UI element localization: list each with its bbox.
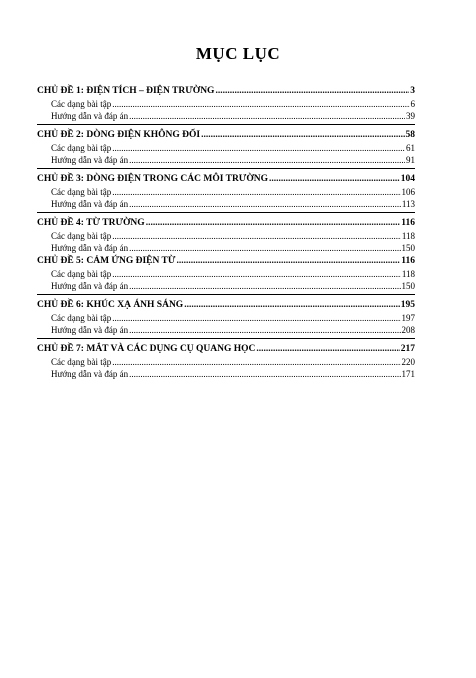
toc-page-number: 118 [401,269,415,279]
divider [37,124,415,125]
dot-leader [176,254,400,268]
dot-leader [184,298,400,312]
dot-leader [201,128,404,142]
dot-leader [112,268,401,280]
dot-leader [129,324,400,336]
toc-page-number: 197 [401,313,415,323]
toc-page-number: 106 [401,187,415,197]
toc-item-label: Hướng dẫn và đáp án [51,325,129,335]
dot-leader [256,342,399,356]
toc-item-label: Hướng dẫn và đáp án [51,199,129,209]
toc-item-solutions[interactable] [37,110,415,122]
dot-leader [129,198,401,210]
toc-chapter-7[interactable] [37,342,415,356]
toc-chapter-title: CHỦ ĐỀ 1: ĐIỆN TÍCH – ĐIỆN TRƯỜNG [37,86,215,96]
toc-item-label: Các dạng bài tập [51,357,112,367]
toc-item-exercises[interactable] [37,186,415,198]
toc-page-number: 118 [401,231,415,241]
divider [37,212,415,213]
toc-item-label: Các dạng bài tập [51,99,112,109]
toc-page-number: 91 [406,155,415,165]
toc-chapter-title: CHỦ ĐỀ 5: CẢM ỨNG ĐIỆN TỪ [37,256,176,266]
toc-item-label: Hướng dẫn và đáp án [51,111,129,121]
toc-item-label: Các dạng bài tập [51,269,112,279]
toc-page-number: 113 [401,199,415,209]
divider [37,294,415,295]
toc-page-number: 208 [401,325,415,335]
toc-chapter-1[interactable] [37,84,415,98]
dot-leader [129,242,400,254]
toc-chapter-title: CHỦ ĐỀ 4: TỪ TRƯỜNG [37,218,145,228]
dot-leader [129,154,405,166]
toc-page-number: 116 [401,218,415,228]
toc-page-number: 116 [401,256,415,266]
toc-item-exercises[interactable] [37,230,415,242]
dot-leader [112,356,400,368]
toc-item-label: Các dạng bài tập [51,313,112,323]
toc-item-exercises[interactable] [37,98,415,110]
toc-page-number: 3 [410,86,415,96]
toc-page-number: 58 [405,130,415,140]
toc-page-number: 171 [401,369,415,379]
toc-item-solutions[interactable] [37,280,415,292]
toc-item-label: Hướng dẫn và đáp án [51,155,129,165]
toc-page-number: 150 [401,281,415,291]
dot-leader [112,230,401,242]
toc-item-label: Hướng dẫn và đáp án [51,281,129,291]
toc-item-label: Hướng dẫn và đáp án [51,369,129,379]
toc-item-exercises[interactable] [37,142,415,154]
toc-page-number: 195 [400,300,415,310]
toc-chapter-6[interactable] [37,298,415,312]
toc-page-number: 39 [406,111,415,121]
toc-chapter-4[interactable] [37,216,415,230]
toc-chapter-3[interactable] [37,172,415,186]
toc-item-label: Các dạng bài tập [51,143,112,153]
toc-item-exercises[interactable] [37,268,415,280]
dot-leader [112,312,400,324]
dot-leader [269,172,400,186]
toc-item-label: Các dạng bài tập [51,187,112,197]
page-title: MỤC LỤC [195,44,281,63]
dot-leader [112,98,409,110]
dot-leader [129,280,400,292]
dot-leader [129,110,405,122]
toc-page-number: 61 [406,143,415,153]
toc-chapter-title: CHỦ ĐỀ 6: KHÚC XẠ ÁNH SÁNG [37,300,184,310]
toc-chapter-title: CHỦ ĐỀ 2: DÒNG ĐIỆN KHÔNG ĐỔI [37,130,201,140]
toc-item-solutions[interactable] [37,154,415,166]
toc-chapter-2[interactable] [37,128,415,142]
toc-page-number: 6 [410,99,415,109]
toc-page-number: 217 [400,344,415,354]
toc-item-solutions[interactable] [37,198,415,210]
toc-item-exercises[interactable] [37,356,415,368]
dot-leader [146,216,401,230]
toc-page-number: 220 [401,357,415,367]
toc-item-label: Hướng dẫn và đáp án [51,243,129,253]
toc-chapter-5[interactable] [37,254,415,268]
toc-page-number: 150 [401,243,415,253]
toc-chapter-title: CHỦ ĐỀ 7: MẮT VÀ CÁC DỤNG CỤ QUANG HỌC [37,344,256,354]
dot-leader [215,84,409,98]
toc-item-solutions[interactable] [37,324,415,336]
toc-item-label: Các dạng bài tập [51,231,112,241]
toc-chapter-title: CHỦ ĐỀ 3: DÒNG ĐIỆN TRONG CÁC MÔI TRƯỜNG [37,174,269,184]
dot-leader [112,186,400,198]
dot-leader [112,142,405,154]
toc-item-solutions[interactable] [37,242,415,254]
divider [37,338,415,339]
toc-item-exercises[interactable] [37,312,415,324]
table-of-contents [37,84,415,380]
divider [37,168,415,169]
toc-page-number: 104 [400,174,415,184]
toc-item-solutions[interactable] [37,368,415,380]
dot-leader [129,368,400,380]
